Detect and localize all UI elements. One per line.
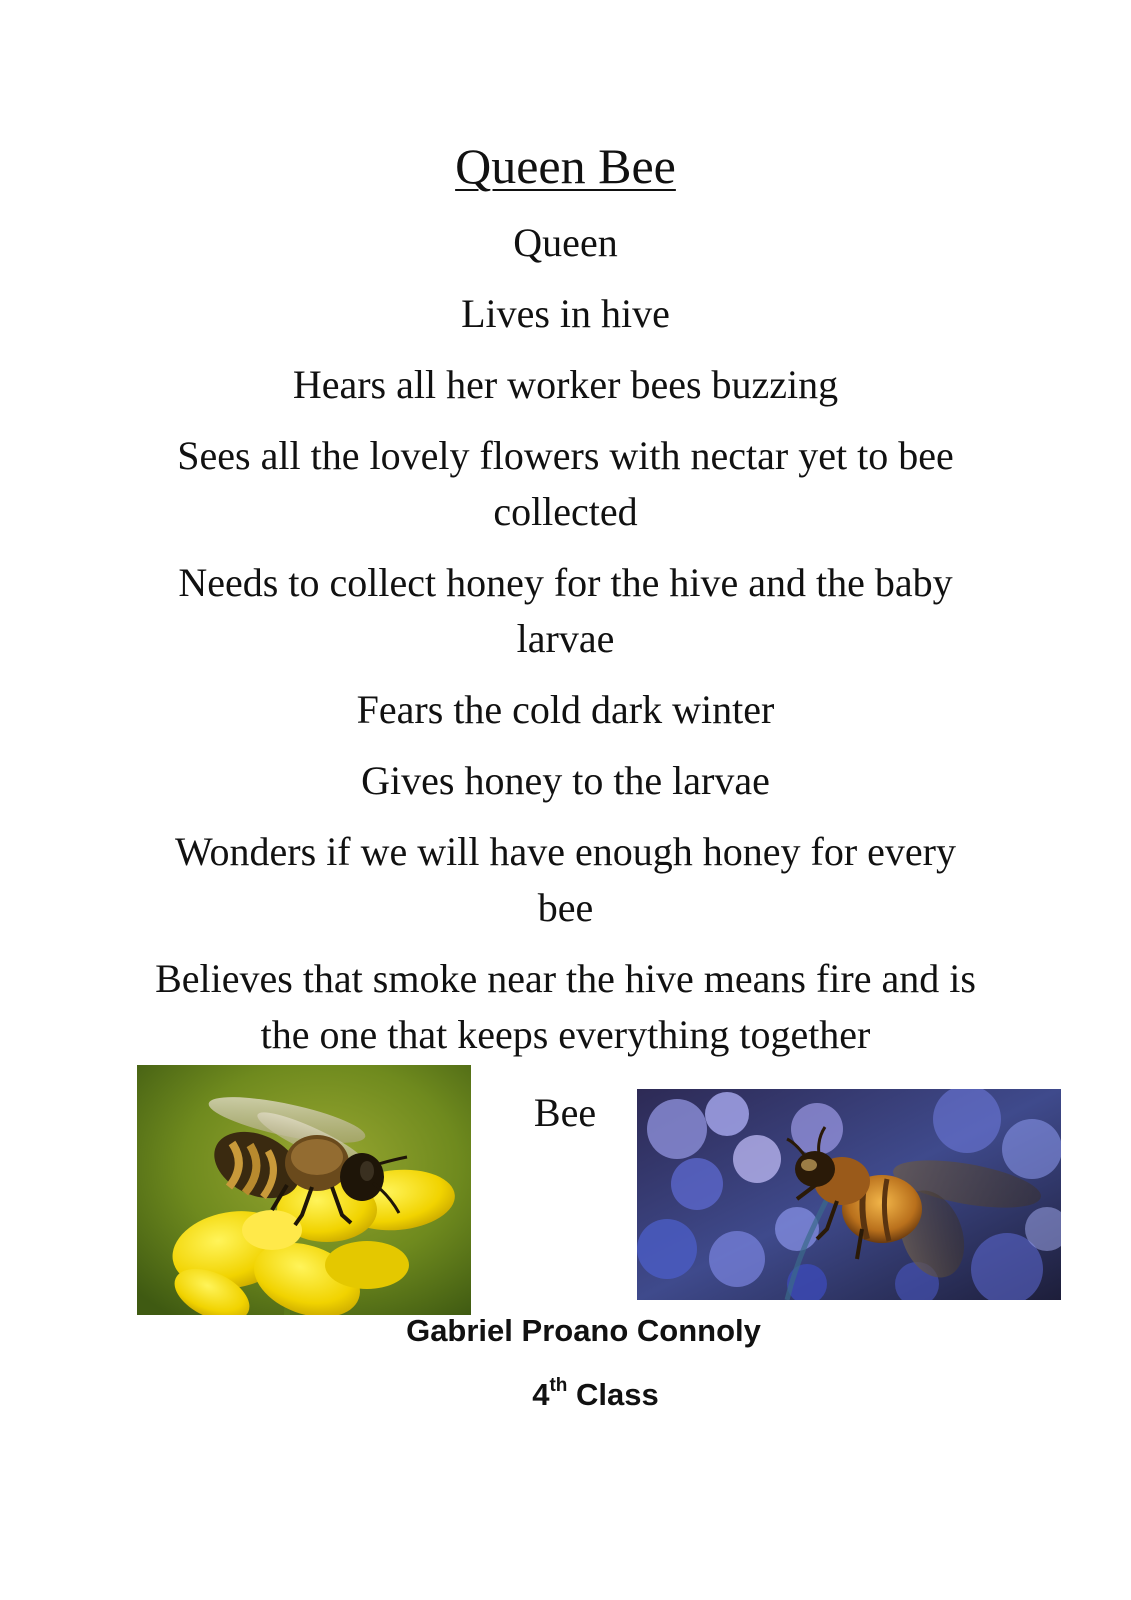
poem-line: Needs to collect honey for the hive and the baby larvae bbox=[178, 560, 953, 661]
class-word: Class bbox=[576, 1377, 659, 1412]
closing-word: Bee bbox=[533, 1090, 597, 1135]
poem-line: Sees all the lovely flowers with nectar yet to bee collected bbox=[177, 433, 954, 534]
author-name: Gabriel Proano Connoly bbox=[406, 1313, 761, 1348]
bee-on-yellow-flower-photo bbox=[137, 1065, 471, 1315]
poem-title: Queen Bee bbox=[455, 138, 676, 194]
poem-line: Gives honey to the larvae bbox=[361, 758, 770, 803]
poem-line: Hears all her worker bees buzzing bbox=[292, 362, 839, 407]
class-label bbox=[0, 1374, 1131, 1416]
poem-line: Queen bbox=[513, 220, 618, 265]
poem-body bbox=[140, 215, 991, 1078]
bee-on-purple-flower-photo bbox=[637, 1089, 1061, 1300]
poem-line: Believes that smoke near the hive means fire and is the one that keeps everything together bbox=[155, 956, 976, 1057]
class-suffix: th bbox=[549, 1375, 568, 1396]
class-number: 4 bbox=[532, 1377, 550, 1412]
poem-line: Lives in hive bbox=[461, 291, 670, 336]
poem-line: Fears the cold dark winter bbox=[356, 687, 775, 732]
poem-line: Wonders if we will have enough honey for every bee bbox=[175, 829, 956, 930]
